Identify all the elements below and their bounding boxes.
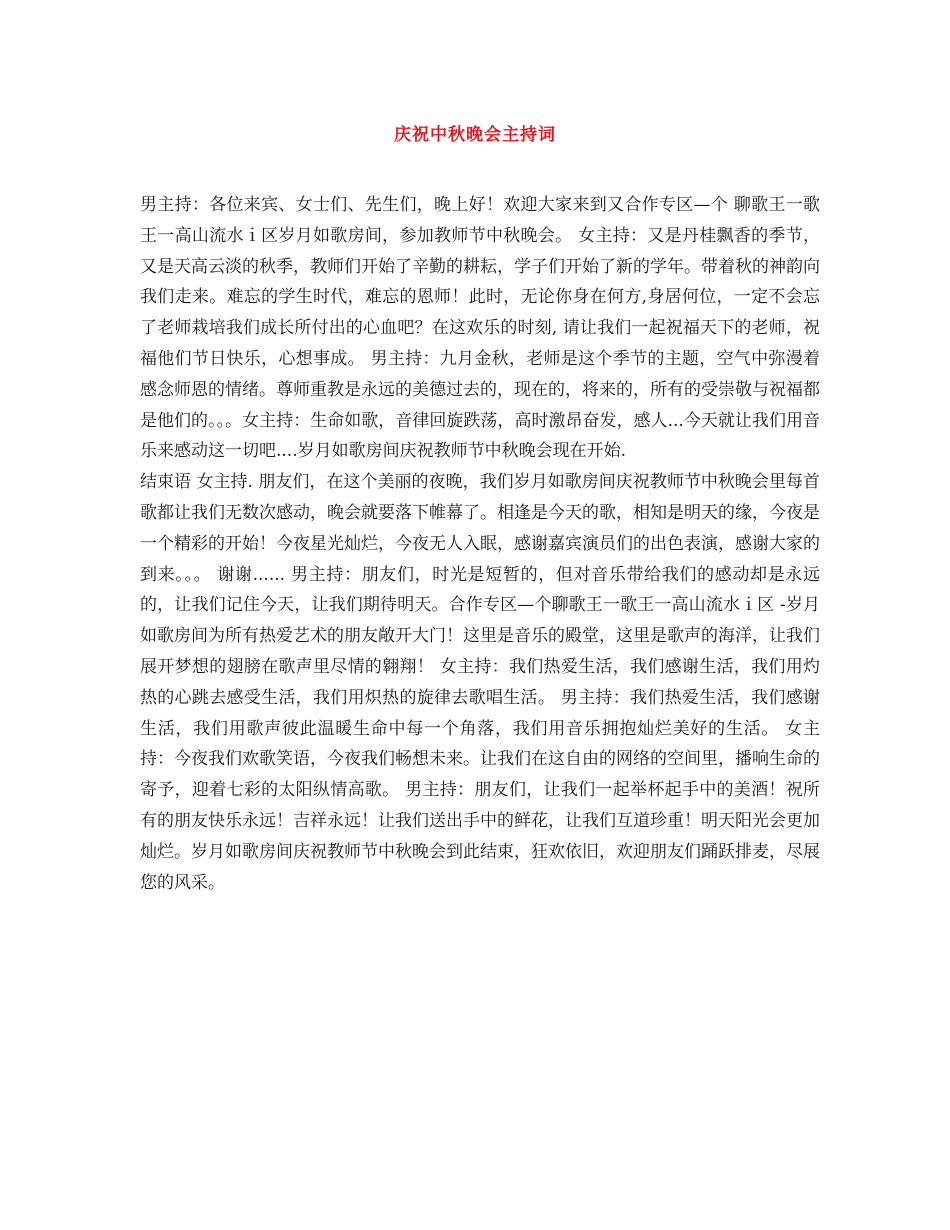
paragraph-closing: 结束语 女主持. 朋友们，在这个美丽的夜晚，我们岁月如歌房间庆祝教师节中秋晚会里每首歌都让我们无数次感动，晚会就要落下帷幕了。相逢是今天的歌，相知是明天的缘，今夜是一个精彩的开始！今夜星光灿烂，今夜无人入眠，感谢嘉宾演员们的出色表演，感谢大家的到来。。。 谢谢...... 男主持：朋友们，时光是短暂的，但对音乐带给我们的感动却是永远的，让我们记住今天，让我们期待明天。合作专区—个聊歌王一歌王一高山流水ｉ区 -岁月如歌房间为所有热爱艺术的朋友敞开大门！这里是音乐的殿堂，这里是歌声的海洋，让我们展开梦想的翅膀在歌声里尽情的翱翔！ 女主持：我们热爱生活，我们感谢生活，我们用灼热的心跳去感受生活，我们用炽热的旋律去歌唱生活。 男主持：我们热爱生活，我们感谢生活，我们用歌声彼此温暖生命中每一个角落，我们用音乐拥抱灿烂美好的生活。 女主持：今夜我们欢歌笑语，今夜我们畅想未来。让我们在这自由的网络的空间里，播响生命的寄予，迎着七彩的太阳纵情高歌。 男主持：朋友们，让我们一起举杯起手中的美酒！祝所有的朋友快乐永远！吉祥永远！让我们送出手中的鲜花，让我们互道珍重！明天阳光会更加灿烂。岁月如歌房间庆祝教师节中秋晚会到此结束，狂欢依旧，欢迎朋友们踊跃排麦，尽展您的风采。 xyxy=(140,472,820,893)
document-body xyxy=(140,190,820,898)
paragraph-opening: 男主持：各位来宾、女士们、先生们，晚上好！欢迎大家来到又合作专区—个 聊歌王一歌王一高山流水ｉ区岁月如歌房间，参加教师节中秋晚会。 女主持：又是丹桂飘香的季节，又是天高云淡的秋季，教师们开始了辛勤的耕耘，学子们开始了新的学年。带着秋的神韵向我们走来。难忘的学生时代，难忘的恩师！此时，无论你身在何方,身居何位，一定不会忘了老师栽培我们成长所付出的心血吧？在这欢乐的时刻, 请让我们一起祝福天下的老师，祝福他们节日快乐，心想事成。 男主持：九月金秋，老师是这个季节的主题，空气中弥漫着感念师恩的情绪。尊师重教是永远的美德过去的，现在的，将来的，所有的受崇敬与祝福都是他们的。。。女主持：生命如歌，音律回旋跌荡，高时激昂奋发，感人...今天就让我们用音乐来感动这一切吧....岁月如歌房间庆祝教师节中秋晚会现在开始. xyxy=(140,195,820,462)
document-title: 庆祝中秋晚会主持词 xyxy=(394,125,556,145)
